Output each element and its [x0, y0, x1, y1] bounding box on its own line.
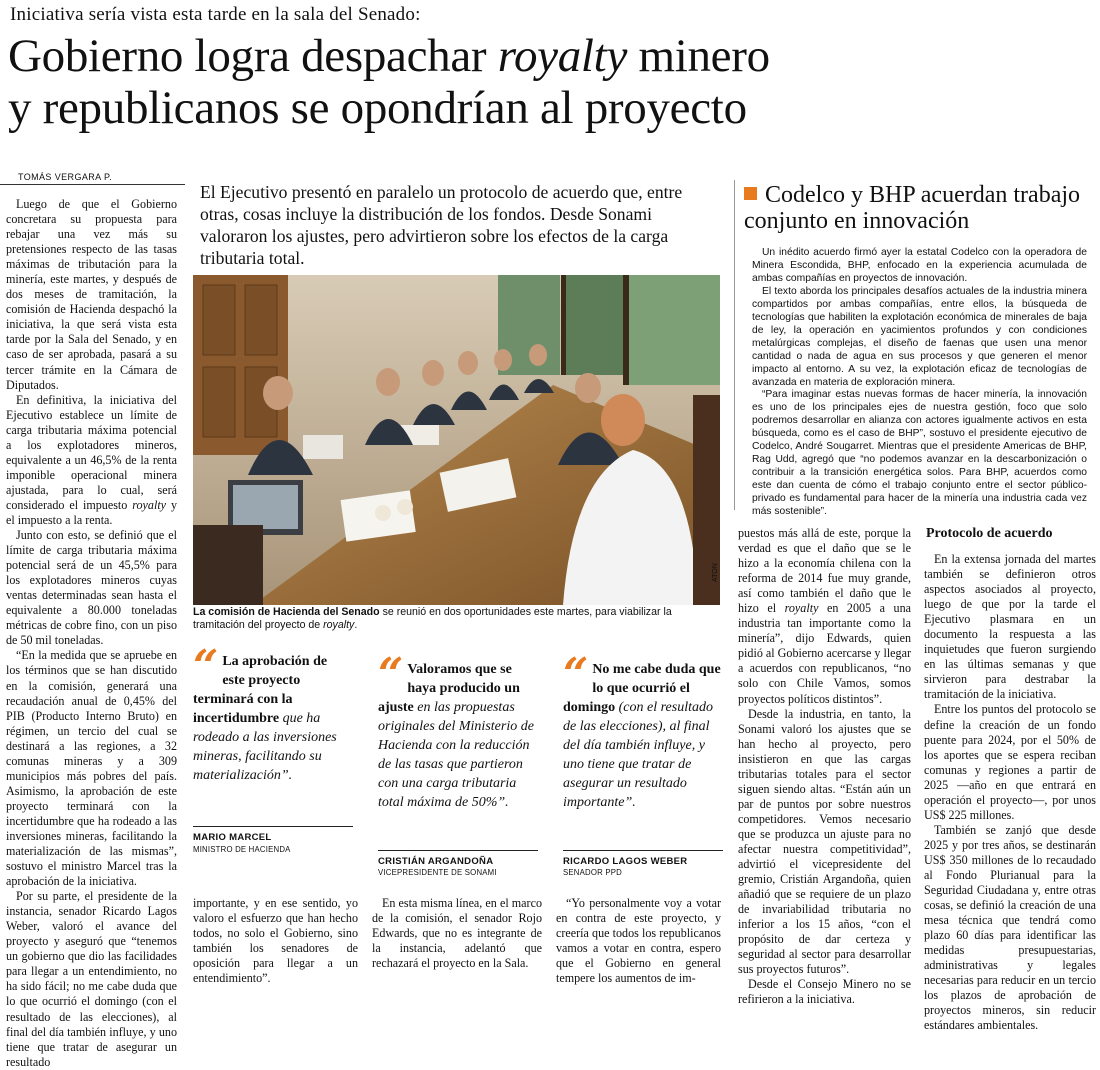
col1-paragraph: Luego de que el Gobierno concretara su propuesta para rebajar una vez más su pretensiones respecto de las tasas máximas de tributación para la minería, este martes, y después de dos meses de tramitación, la comisión de Hacienda despachó la iniciativa, la que será vista esta tarde por la Sala del Senado, y en caso de ser aprobada, pasará a su tercer trámite en la Cámara de Diputados.: [6, 197, 177, 392]
headline-line1-b: minero: [627, 30, 770, 82]
headline-line1-italic: royalty: [497, 30, 628, 82]
photo-credit: ATON: [712, 563, 719, 582]
sidebar-title: [744, 182, 1100, 234]
col1-p2-a: En definitiva, la iniciativa del Ejecutivo establece un límite de carga tributaria máxima potencial a los explotadores mineros, equivalente a un 46,5% de la renta imponible operacional minera ajustada, para lo cual, será considerado el impuesto: [6, 392, 177, 512]
square-bullet-icon: [744, 187, 757, 200]
caption-italic: royalty: [323, 619, 355, 631]
sidebar-body: [752, 247, 1087, 519]
bottom-column-1: [193, 896, 358, 986]
col1-paragraph: Junto con esto, se definió que el límite de carga tributaria máxima potencial será de un 45,5% para los explotadores mineros cuyas ventas determinadas sean hasta el equivalente a 80.000 toneladas métricas de cobre fino, con un piso de 50 mil toneladas.: [6, 528, 177, 648]
headline-line2: y republicanos se opondrían al proyecto: [8, 82, 747, 134]
quote-text: en las propuestas originales del Ministerio de Hacienda con la reducción de las tasas que partieron con una carga tributaria total máxima de 50%”.: [378, 700, 534, 810]
quote-author-role: SENADOR PPD: [563, 868, 622, 877]
column-5: [924, 552, 1096, 1034]
sidebar-divider: [734, 180, 735, 510]
caption-rest: se reunió en dos oportunidades este martes, para viabilizar la tramitación del proyecto de: [193, 606, 672, 631]
headline: [8, 30, 1098, 134]
col4-paragraph: [738, 526, 911, 707]
col5-paragraph: También se zanjó que desde 2025 y por tres años, se destinarán US$ 350 millones de lo recaudado al Fondo Plurianual para la Seguridad Ciudadana y, entre otras cosas, se definió la creación de una mesa técnica que tendrá como plazo 60 días para identificar las medidas presupuestarias, administrativas y legales necesarias para reducir en un tercio los plazos de aprobación de proyectos mineros, sin reducir estándares ambientales.: [924, 822, 1096, 1033]
headline-line1-a: Gobierno logra despachar: [8, 30, 498, 82]
section-subhead: Protocolo de acuerdo: [926, 526, 1053, 541]
pull-quote: [193, 641, 353, 785]
col5-paragraph: En la extensa jornada del martes también se definieron otros aspectos asociados al proyecto, luego de que por la tarde el Ejecutivo plasmara en un documento la respuesta a las inquietudes que fueron surgiendo en las últimas semanas y que sirvieron para destrabar la tramitación de la iniciativa.: [924, 552, 1096, 702]
quote-text: (con el resultado de las elecciones), al final del día también influye, y uno tiene que tratar de asegurar un resultado importante”.: [563, 700, 713, 810]
quote-bold: La aprobación de este proyecto terminará con la incertidumbre: [193, 654, 328, 726]
col5-paragraph: Entre los puntos del protocolo se define la creación de un fondo puente para 2024, por el 50% de los aportes que se espera reciban comunas y regiones a partir de 2025 —año en que entrará en operación el proyecto—, por unos US$ 225 millones.: [924, 702, 1096, 822]
sidebar-paragraph: “Para imaginar estas nuevas formas de hacer minería, la innovación es uno de los principales ejes de nuestra gestión, foco que solo podremos desarrollar en alianza con actores igualmente activos en esta búsqueda, como es el caso de BHP”, sostuvo el presidente ejecutivo de Codelco, André Sougarret. Mientras que el presidente Americas de BHP, Rag Udd, agregó que “no podemos avanzar en la descarbonización o contribuir a la transición energética solos. Para BHP, acuerdos como este dan cuenta de cómo el trabajo conjunto entre el sector público-privado es fundamental para hacer de la minería una industria cada vez más sostenible”.: [752, 389, 1087, 518]
column-4: [738, 526, 911, 1008]
col4-paragraph: Desde la industria, en tanto, la Sonami valoró los ajustes que se han hecho al proyecto, pero insistieron en que las cargas tributarias totales para el sector siguen siendo altas. “Están aún un par de puntos por sobre nuestros competidores. Vemos necesario que se produzca un ajuste para no afectar nuestra competitividad”, advirtió el vicepresidente del gremio, Cristián Argandoña, quien añadió que se requiere de un plazo de invariabilidad tributaria no inferior a los 15 años, “con el propósito de dar certeza y seguridad al sector para desarrollar sus proyectos futuros”.: [738, 706, 911, 977]
quote-rule: [563, 850, 723, 851]
caption-bold: La comisión de Hacienda del Senado: [193, 606, 380, 618]
quote-author: RICARDO LAGOS WEBER: [563, 856, 688, 867]
col4-p1-a: puestos más allá de este, porque la verdad es que el daño que se le hizo a la economía chilena con la reforma de 2014 fue muy grande, así como también el daño que le hizo el: [738, 526, 911, 616]
col4-p1-b: en 2005 a una industria tan importante como la minería”, dijo Edwards, quien pidió al Gobierno acercarse y llegar a acuerdos con republicanos, “no solo con Chile Vamos, somos proyectos políticos distintos”.: [738, 601, 911, 706]
news-photo: [193, 275, 720, 605]
bottom-paragraph: En esta misma línea, en el marco de la comisión, el senador Rojo Edwards, que no es integrante de la instancia, adelantó que rechazará el proyecto en la Sala.: [372, 896, 542, 971]
deck: El Ejecutivo presentó en paralelo un protocolo de acuerdo que, entre otras, cosas incluye la distribución de los fondos. Desde Sonami valoraron los ajustes, pero advirtieron sobre los efectos de la carga tributaria total.: [200, 182, 683, 268]
col4-p1-italic: royalty: [784, 601, 819, 616]
bottom-paragraph: importante, y en ese sentido, yo valoro el esfuerzo que han hecho todos, no solo el Gobierno, sino también los senadores de oposición para llegar a un entendimiento”.: [193, 896, 358, 986]
col1-paragraph: [6, 393, 177, 528]
sidebar-title-text: Codelco y BHP acuerdan trabajo conjunto en innovación: [744, 182, 1081, 234]
col1-paragraph: Por su parte, el presidente de la instancia, senador Ricardo Lagos Weber, valoró el avance del proyecto y aseguró que “tenemos un gobierno que dio las facilidades para llegar a un entendimiento, no ha sido fácil; no me cabe duda que lo que ocurrió el domingo (con el resultado de las elecciones), al final del día también influye, y uno tiene que tratar de asegurar un resultado: [6, 889, 177, 1069]
quote-mark-icon: “: [563, 649, 589, 700]
bottom-column-3: [556, 896, 721, 986]
sidebar-paragraph: Un inédito acuerdo firmó ayer la estatal Codelco con la operadora de Minera Escondida, BHP, enfocado en la experiencia acumulada de ambas compañías en proyectos de innovación.: [752, 247, 1087, 284]
kicker: Iniciativa sería vista esta tarde en la sala del Senado:: [10, 4, 421, 25]
sidebar-paragraph: El texto aborda los principales desafíos actuales de la industria minera compartidos por ambas compañías, entre ellos, la búsqueda de tecnologías que habiliten la explotación económica de minerales de baja de ley, la operación en yacimientos profundos y con condiciones metalúrgicas complejas, el diseño de faenas que usen una menor cantidad o nada de agua en sus procesos y que generen el menor impacto al entorno. A su vez, la explotación eficaz de tecnologías de avanzada en materia de exploración minera.: [752, 285, 1087, 388]
committee-meeting-photo: [193, 275, 720, 605]
quote-author-role: MINISTRO DE HACIENDA: [193, 845, 291, 854]
quote-author: MARIO MARCEL: [193, 832, 272, 843]
col1-p2-italic: royalty: [132, 497, 167, 512]
photo-caption: [193, 606, 720, 632]
bottom-paragraph: “Yo personalmente voy a votar en contra de este proyecto, y creería que todos los republicanos vamos a votar en contra, espero que el Gobierno en general tempere los aumentos de im-: [556, 896, 721, 986]
column-1: [6, 197, 177, 1070]
quote-mark-icon: “: [378, 649, 404, 700]
quote-mark-icon: “: [193, 641, 219, 692]
caption-end: .: [354, 619, 358, 631]
quote-bold: Valoramos que se haya producido un ajuste: [378, 662, 520, 715]
quote-rule: [193, 826, 353, 827]
byline-rule: [0, 184, 185, 185]
col4-paragraph: Desde el Consejo Minero no se refirieron a la iniciativa.: [738, 977, 911, 1007]
quote-rule: [378, 850, 538, 851]
quote-text: que ha rodeado a las inversiones mineras, facilitando su materialización”.: [193, 711, 337, 783]
col1-paragraph: “En la medida que se apruebe en los términos que se han discutido en la comisión, generará una recaudación anual de 0,45% del PIB (Producto Interno Bruto) en régimen, un tercio del cual se destinará a las regiones, a 32 comunas mineras y a 309 municipios más pobres del país. Asimismo, la aprobación de este proyecto terminará con la incertidumbre que ha rodeado a las inversiones mineras, facilitando la materialización de las mismas”, sostuvo el ministro Marcel tras la aprobación de la iniciativa.: [6, 648, 177, 889]
byline: TOMÁS VERGARA P.: [18, 172, 113, 182]
bottom-column-2: [372, 896, 542, 971]
pull-quote: [563, 649, 723, 812]
quote-author-role: VICEPRESIDENTE DE SONAMI: [378, 868, 497, 877]
quote-author: CRISTIÁN ARGANDOÑA: [378, 856, 494, 867]
col1-p2-b: y el impuesto a la renta.: [6, 497, 177, 527]
quote-bold: No me cabe duda que lo que ocurrió el domingo: [563, 662, 721, 715]
pull-quote: [378, 649, 543, 812]
